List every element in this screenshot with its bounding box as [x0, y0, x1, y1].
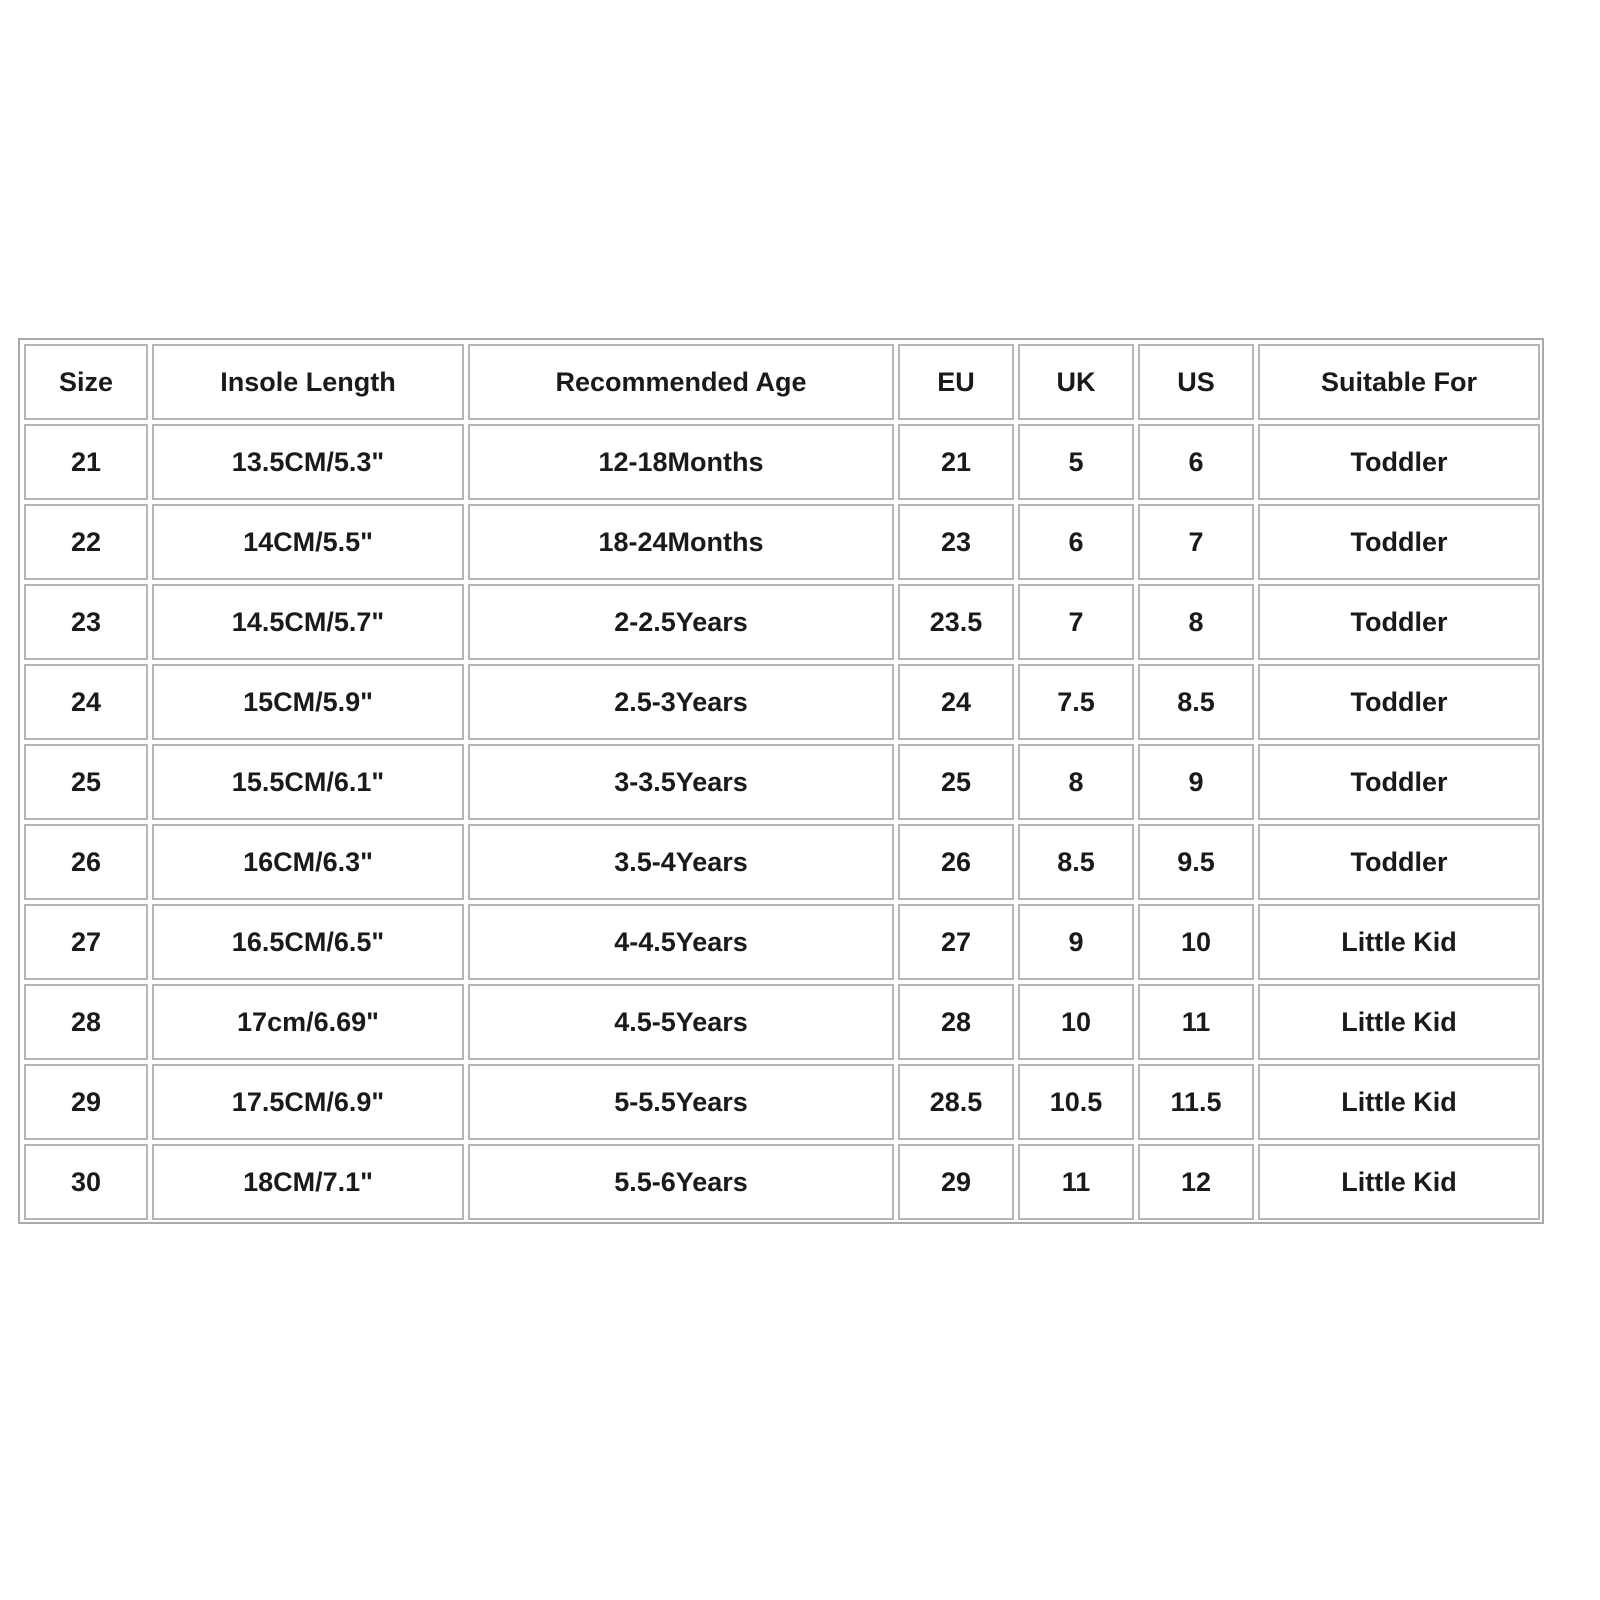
cell-insole-length: 14.5CM/5.7" — [152, 584, 464, 660]
cell-uk: 8.5 — [1018, 824, 1134, 900]
cell-recommended-age: 5.5-6Years — [468, 1144, 894, 1220]
cell-suitable-for: Toddler — [1258, 744, 1540, 820]
header-eu: EU — [898, 344, 1014, 420]
cell-us: 6 — [1138, 424, 1254, 500]
cell-insole-length: 15CM/5.9" — [152, 664, 464, 740]
cell-uk: 11 — [1018, 1144, 1134, 1220]
table-row — [24, 664, 1540, 740]
cell-us: 11 — [1138, 984, 1254, 1060]
size-chart-table — [20, 340, 1544, 1224]
cell-eu: 25 — [898, 744, 1014, 820]
cell-recommended-age: 2.5-3Years — [468, 664, 894, 740]
cell-uk: 7 — [1018, 584, 1134, 660]
header-recommended-age: Recommended Age — [468, 344, 894, 420]
cell-eu: 28 — [898, 984, 1014, 1060]
table-row — [24, 824, 1540, 900]
table-row — [24, 744, 1540, 820]
cell-eu: 23 — [898, 504, 1014, 580]
cell-suitable-for: Toddler — [1258, 504, 1540, 580]
cell-eu: 27 — [898, 904, 1014, 980]
cell-size: 24 — [24, 664, 148, 740]
cell-insole-length: 17cm/6.69" — [152, 984, 464, 1060]
cell-recommended-age: 18-24Months — [468, 504, 894, 580]
cell-size: 21 — [24, 424, 148, 500]
cell-us: 8 — [1138, 584, 1254, 660]
cell-suitable-for: Toddler — [1258, 424, 1540, 500]
table-row — [24, 504, 1540, 580]
cell-eu: 24 — [898, 664, 1014, 740]
header-insole-length: Insole Length — [152, 344, 464, 420]
cell-size: 22 — [24, 504, 148, 580]
cell-uk: 5 — [1018, 424, 1134, 500]
header-uk: UK — [1018, 344, 1134, 420]
cell-suitable-for: Toddler — [1258, 824, 1540, 900]
cell-recommended-age: 2-2.5Years — [468, 584, 894, 660]
cell-uk: 10 — [1018, 984, 1134, 1060]
table-row — [24, 904, 1540, 980]
cell-insole-length: 15.5CM/6.1" — [152, 744, 464, 820]
header-size: Size — [24, 344, 148, 420]
cell-uk: 7.5 — [1018, 664, 1134, 740]
cell-insole-length: 18CM/7.1" — [152, 1144, 464, 1220]
cell-us: 9.5 — [1138, 824, 1254, 900]
cell-eu: 29 — [898, 1144, 1014, 1220]
cell-eu: 26 — [898, 824, 1014, 900]
cell-size: 23 — [24, 584, 148, 660]
cell-suitable-for: Little Kid — [1258, 1144, 1540, 1220]
cell-suitable-for: Little Kid — [1258, 1064, 1540, 1140]
cell-recommended-age: 4.5-5Years — [468, 984, 894, 1060]
table-row — [24, 1144, 1540, 1220]
cell-us: 12 — [1138, 1144, 1254, 1220]
cell-suitable-for: Toddler — [1258, 664, 1540, 740]
cell-us: 7 — [1138, 504, 1254, 580]
cell-size: 25 — [24, 744, 148, 820]
cell-suitable-for: Little Kid — [1258, 984, 1540, 1060]
cell-us: 10 — [1138, 904, 1254, 980]
cell-recommended-age: 5-5.5Years — [468, 1064, 894, 1140]
cell-size: 30 — [24, 1144, 148, 1220]
cell-us: 11.5 — [1138, 1064, 1254, 1140]
cell-eu: 28.5 — [898, 1064, 1014, 1140]
cell-suitable-for: Toddler — [1258, 584, 1540, 660]
header-row — [24, 344, 1540, 420]
cell-recommended-age: 3.5-4Years — [468, 824, 894, 900]
cell-recommended-age: 3-3.5Years — [468, 744, 894, 820]
size-chart-frame — [18, 338, 1544, 1224]
cell-size: 26 — [24, 824, 148, 900]
cell-insole-length: 16CM/6.3" — [152, 824, 464, 900]
table-row — [24, 584, 1540, 660]
cell-recommended-age: 12-18Months — [468, 424, 894, 500]
cell-suitable-for: Little Kid — [1258, 904, 1540, 980]
cell-uk: 8 — [1018, 744, 1134, 820]
cell-insole-length: 14CM/5.5" — [152, 504, 464, 580]
cell-us: 9 — [1138, 744, 1254, 820]
cell-recommended-age: 4-4.5Years — [468, 904, 894, 980]
cell-uk: 9 — [1018, 904, 1134, 980]
table-row — [24, 424, 1540, 500]
header-us: US — [1138, 344, 1254, 420]
header-suitable-for: Suitable For — [1258, 344, 1540, 420]
cell-us: 8.5 — [1138, 664, 1254, 740]
cell-uk: 10.5 — [1018, 1064, 1134, 1140]
cell-insole-length: 17.5CM/6.9" — [152, 1064, 464, 1140]
cell-size: 29 — [24, 1064, 148, 1140]
cell-uk: 6 — [1018, 504, 1134, 580]
table-row — [24, 984, 1540, 1060]
cell-insole-length: 16.5CM/6.5" — [152, 904, 464, 980]
cell-size: 28 — [24, 984, 148, 1060]
cell-eu: 21 — [898, 424, 1014, 500]
cell-eu: 23.5 — [898, 584, 1014, 660]
cell-size: 27 — [24, 904, 148, 980]
table-row — [24, 1064, 1540, 1140]
cell-insole-length: 13.5CM/5.3" — [152, 424, 464, 500]
